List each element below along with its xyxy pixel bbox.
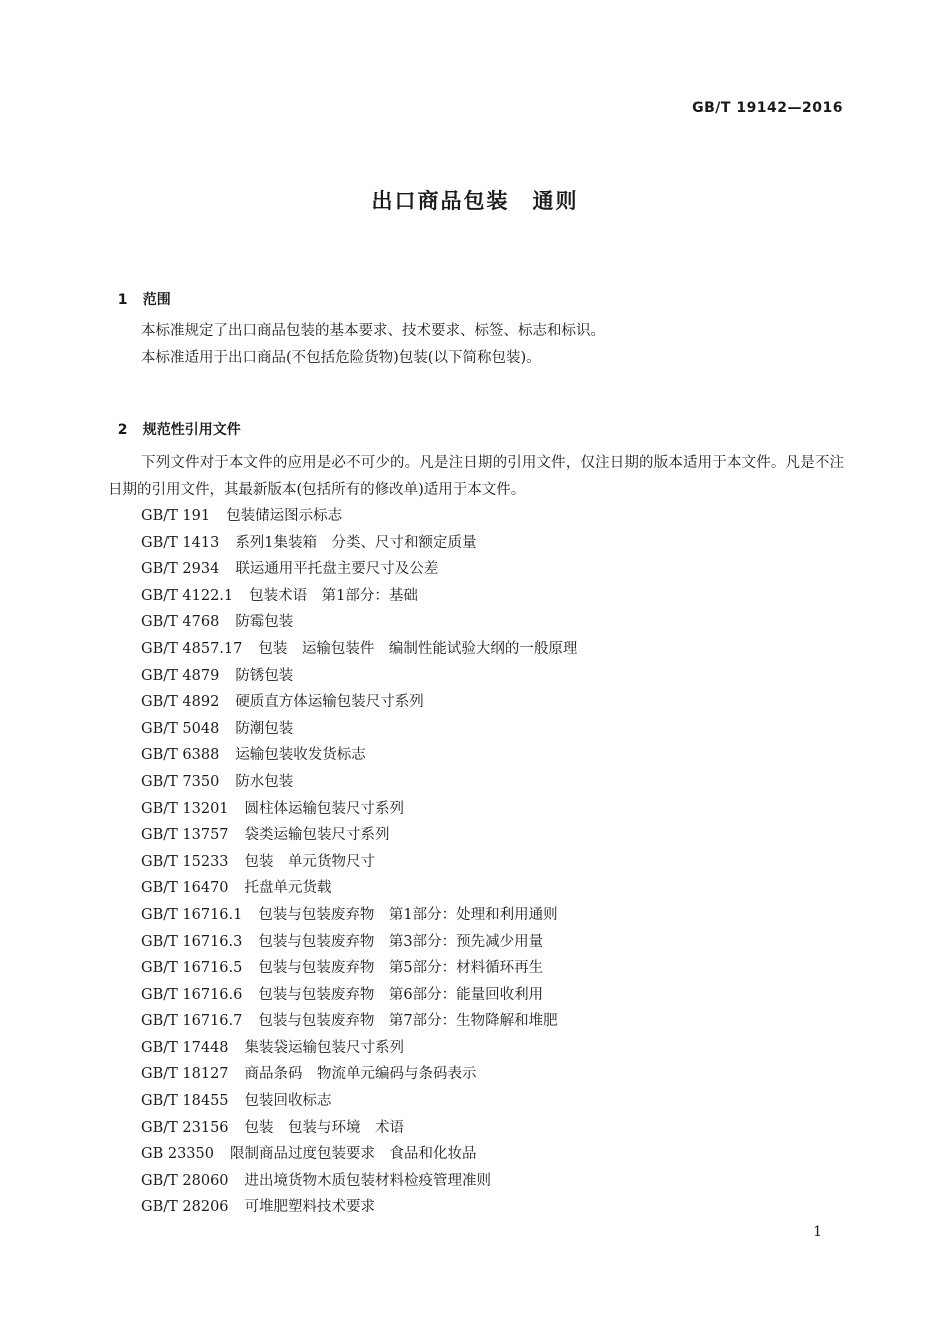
reference-title: 防潮包装 bbox=[235, 720, 294, 737]
standard-code: GB/T 19142—2016 bbox=[692, 100, 843, 116]
reference-item bbox=[141, 1141, 577, 1168]
reference-item bbox=[141, 796, 577, 823]
reference-code: GB/T 16716.1 bbox=[141, 906, 243, 923]
reference-item bbox=[141, 609, 577, 636]
reference-item bbox=[141, 849, 577, 876]
reference-item bbox=[141, 929, 577, 956]
reference-item bbox=[141, 1194, 577, 1221]
section-title: 规范性引用文件 bbox=[142, 422, 241, 438]
reference-title: 包装 运输包装件 编制性能试验大纲的一般原理 bbox=[258, 640, 578, 657]
reference-item bbox=[141, 875, 577, 902]
section-title: 范围 bbox=[142, 292, 171, 308]
reference-title: 袋类运输包装尺寸系列 bbox=[244, 827, 390, 844]
reference-code: GB/T 16716.3 bbox=[141, 933, 243, 950]
reference-item bbox=[141, 636, 577, 663]
reference-title: 包装 包装与环境 术语 bbox=[244, 1119, 405, 1136]
reference-item bbox=[141, 1168, 577, 1195]
section-number: 2 bbox=[117, 422, 128, 438]
reference-code: GB/T 6388 bbox=[141, 747, 220, 764]
references-intro-paragraph: 下列文件对于本文件的应用是必不可少的。凡是注日期的引用文件，仅注日期的版本适用于本文件。凡是不注日期的引用文件，其最新版本(包括所有的修改单)适用于本文件。 bbox=[108, 455, 844, 498]
reference-item bbox=[141, 1088, 577, 1115]
reference-title: 包装回收标志 bbox=[244, 1093, 332, 1110]
reference-code: GB/T 4857.17 bbox=[141, 640, 243, 657]
reference-title: 托盘单元货载 bbox=[244, 880, 332, 897]
reference-code: GB/T 4122.1 bbox=[141, 587, 234, 604]
reference-item bbox=[141, 530, 577, 557]
reference-code: GB/T 4892 bbox=[141, 694, 220, 711]
reference-code: GB/T 16716.5 bbox=[141, 960, 243, 977]
reference-item bbox=[141, 902, 577, 929]
reference-title: 包装与包装废弃物 第7部分：生物降解和堆肥 bbox=[258, 1013, 558, 1030]
reference-title: 包装 单元货物尺寸 bbox=[244, 853, 376, 870]
reference-item bbox=[141, 716, 577, 743]
reference-title: 包装与包装废弃物 第5部分：材料循环再生 bbox=[258, 960, 544, 977]
reference-item bbox=[141, 583, 577, 610]
reference-code: GB/T 2934 bbox=[141, 561, 220, 578]
reference-code: GB/T 4768 bbox=[141, 614, 220, 631]
reference-code: GB/T 4879 bbox=[141, 667, 220, 684]
reference-title: 防水包装 bbox=[235, 773, 294, 790]
reference-title: 防霉包装 bbox=[235, 614, 294, 631]
reference-title: 系列1集装箱 分类、尺寸和额定质量 bbox=[235, 534, 477, 551]
reference-code: GB/T 15233 bbox=[141, 853, 229, 870]
reference-item bbox=[141, 982, 577, 1009]
reference-item bbox=[141, 742, 577, 769]
scope-paragraph-2: 本标准适用于出口商品(不包括危险货物)包装(以下简称包装)。 bbox=[141, 350, 541, 366]
reference-title: 运输包装收发货标志 bbox=[235, 747, 366, 764]
reference-code: GB/T 17448 bbox=[141, 1039, 229, 1056]
reference-code: GB/T 16716.7 bbox=[141, 1013, 243, 1030]
reference-code: GB/T 18455 bbox=[141, 1093, 229, 1110]
reference-title: 限制商品过度包装要求 食品和化妆品 bbox=[229, 1146, 477, 1163]
reference-title: 包装与包装废弃物 第1部分：处理和利用通则 bbox=[258, 906, 558, 923]
reference-title: 商品条码 物流单元编码与条码表示 bbox=[244, 1066, 477, 1083]
reference-title: 硬质直方体运输包装尺寸系列 bbox=[235, 694, 424, 711]
section-number: 1 bbox=[117, 292, 128, 308]
reference-title: 包装术语 第1部分：基础 bbox=[249, 587, 418, 604]
reference-item bbox=[141, 769, 577, 796]
reference-item bbox=[141, 1008, 577, 1035]
section-heading-normative-references bbox=[108, 403, 241, 439]
reference-code: GB/T 191 bbox=[141, 508, 211, 524]
reference-title: 可堆肥塑料技术要求 bbox=[244, 1199, 376, 1216]
reference-title: 包装储运图示标志 bbox=[226, 508, 343, 524]
reference-item bbox=[141, 689, 577, 716]
reference-title: 圆柱体运输包装尺寸系列 bbox=[244, 800, 405, 817]
reference-code: GB/T 16716.6 bbox=[141, 986, 243, 1003]
reference-item bbox=[141, 556, 577, 583]
page-number: 1 bbox=[813, 1224, 822, 1240]
reference-item bbox=[141, 1115, 577, 1142]
reference-code: GB/T 16470 bbox=[141, 880, 229, 897]
reference-title: 防锈包装 bbox=[235, 667, 294, 684]
reference-code: GB/T 28206 bbox=[141, 1199, 229, 1216]
reference-title: 集装袋运输包装尺寸系列 bbox=[244, 1039, 405, 1056]
reference-list bbox=[141, 503, 577, 1221]
reference-item bbox=[141, 503, 577, 530]
reference-code: GB/T 18127 bbox=[141, 1066, 229, 1083]
reference-item bbox=[141, 955, 577, 982]
reference-code: GB/T 13757 bbox=[141, 827, 229, 844]
reference-item bbox=[141, 1035, 577, 1062]
scope-paragraph-1: 本标准规定了出口商品包装的基本要求、技术要求、标签、标志和标识。 bbox=[141, 323, 605, 339]
reference-code: GB/T 23156 bbox=[141, 1119, 229, 1136]
reference-title: 包装与包装废弃物 第6部分：能量回收利用 bbox=[258, 986, 544, 1003]
reference-code: GB/T 1413 bbox=[141, 534, 220, 551]
reference-item bbox=[141, 663, 577, 690]
reference-item bbox=[141, 1061, 577, 1088]
reference-title: 包装与包装废弃物 第3部分：预先减少用量 bbox=[258, 933, 544, 950]
reference-title: 进出境货物木质包装材料检疫管理准则 bbox=[244, 1172, 492, 1189]
document-title: 出口商品包装 通则 bbox=[371, 189, 579, 213]
reference-code: GB/T 28060 bbox=[141, 1172, 229, 1189]
reference-item bbox=[141, 822, 577, 849]
reference-code: GB/T 13201 bbox=[141, 800, 229, 817]
reference-code: GB/T 7350 bbox=[141, 773, 220, 790]
reference-title: 联运通用平托盘主要尺寸及公差 bbox=[235, 561, 439, 578]
reference-code: GB 23350 bbox=[141, 1146, 214, 1163]
reference-code: GB/T 5048 bbox=[141, 720, 220, 737]
section-heading-scope bbox=[108, 273, 171, 309]
